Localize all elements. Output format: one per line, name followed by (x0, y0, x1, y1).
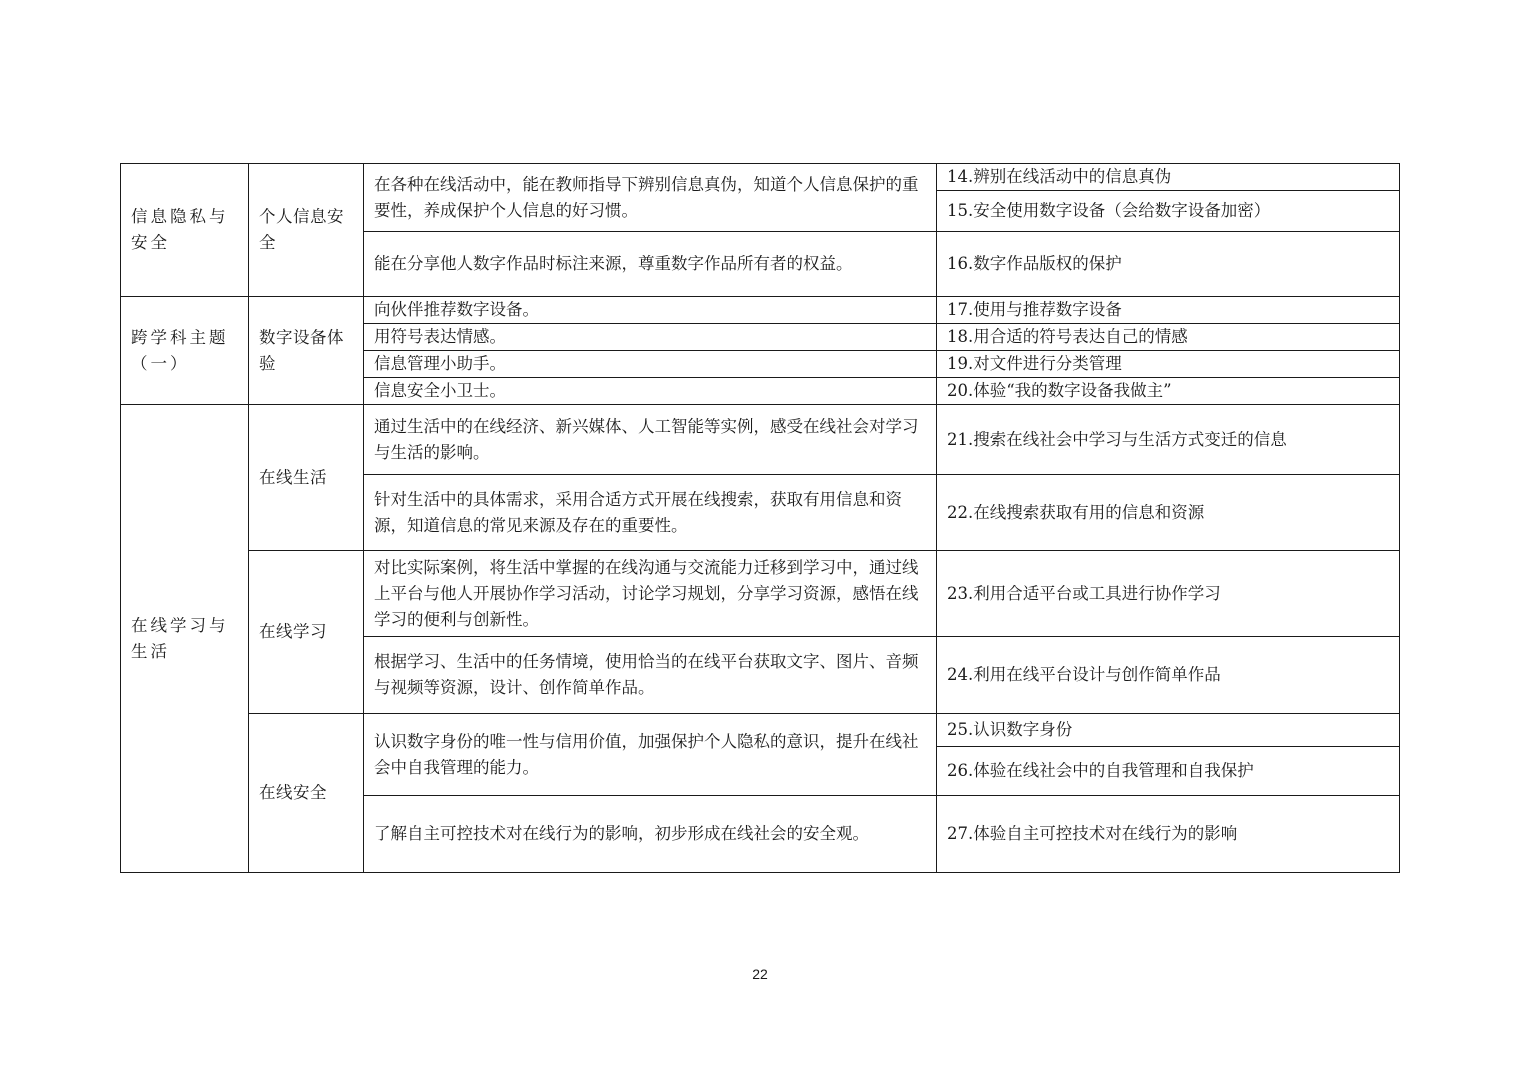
activity-cell: 25.认识数字身份 (937, 714, 1400, 747)
subtheme-cell: 在线学习 (249, 551, 364, 714)
requirement-cell: 能在分享他人数字作品时标注来源，尊重数字作品所有者的权益。 (364, 232, 937, 297)
requirement-cell: 信息安全小卫士。 (364, 378, 937, 405)
activity-cell: 26.体验在线社会中的自我管理和自我保护 (937, 747, 1400, 796)
theme-cell: 在线学习与生活 (121, 405, 249, 873)
activity-cell: 22.在线搜索获取有用的信息和资源 (937, 475, 1400, 551)
activity-cell: 24.利用在线平台设计与创作简单作品 (937, 637, 1400, 714)
table-row (121, 297, 1400, 324)
table-row (121, 164, 1400, 191)
activity-cell: 18.用合适的符号表达自己的情感 (937, 324, 1400, 351)
activity-cell: 23.利用合适平台或工具进行协作学习 (937, 551, 1400, 637)
requirement-cell: 根据学习、生活中的任务情境，使用恰当的在线平台获取文字、图片、音频与视频等资源，设计、创作简单作品。 (364, 637, 937, 714)
requirement-cell: 向伙伴推荐数字设备。 (364, 297, 937, 324)
requirement-cell: 信息管理小助手。 (364, 351, 937, 378)
requirement-cell: 针对生活中的具体需求，采用合适方式开展在线搜索，获取有用信息和资源，知道信息的常见来源及存在的重要性。 (364, 475, 937, 551)
activity-cell: 19.对文件进行分类管理 (937, 351, 1400, 378)
theme-cell: 跨学科主题（一） (121, 297, 249, 405)
requirement-cell: 在各种在线活动中，能在教师指导下辨别信息真伪，知道个人信息保护的重要性，养成保护个人信息的好习惯。 (364, 164, 937, 232)
activity-cell: 21.搜索在线社会中学习与生活方式变迁的信息 (937, 405, 1400, 475)
subtheme-cell: 在线安全 (249, 714, 364, 873)
page-number: 22 (752, 966, 768, 982)
table-row (121, 714, 1400, 747)
subtheme-cell: 个人信息安全 (249, 164, 364, 297)
subtheme-cell: 在线生活 (249, 405, 364, 551)
table-row (121, 405, 1400, 475)
curriculum-table (120, 163, 1400, 873)
activity-cell: 27.体验自主可控技术对在线行为的影响 (937, 796, 1400, 873)
activity-cell: 16.数字作品版权的保护 (937, 232, 1400, 297)
activity-cell: 17.使用与推荐数字设备 (937, 297, 1400, 324)
requirement-cell: 对比实际案例，将生活中掌握的在线沟通与交流能力迁移到学习中，通过线上平台与他人开展协作学习活动，讨论学习规划，分享学习资源，感悟在线学习的便利与创新性。 (364, 551, 937, 637)
table-row (121, 551, 1400, 637)
subtheme-cell: 数字设备体验 (249, 297, 364, 405)
requirement-cell: 用符号表达情感。 (364, 324, 937, 351)
activity-cell: 14.辨别在线活动中的信息真伪 (937, 164, 1400, 191)
theme-cell: 信息隐私与安全 (121, 164, 249, 297)
activity-cell: 20.体验“我的数字设备我做主” (937, 378, 1400, 405)
requirement-cell: 认识数字身份的唯一性与信用价值，加强保护个人隐私的意识，提升在线社会中自我管理的能力。 (364, 714, 937, 796)
requirement-cell: 了解自主可控技术对在线行为的影响，初步形成在线社会的安全观。 (364, 796, 937, 873)
activity-cell: 15.安全使用数字设备（会给数字设备加密） (937, 191, 1400, 232)
requirement-cell: 通过生活中的在线经济、新兴媒体、人工智能等实例，感受在线社会对学习与生活的影响。 (364, 405, 937, 475)
